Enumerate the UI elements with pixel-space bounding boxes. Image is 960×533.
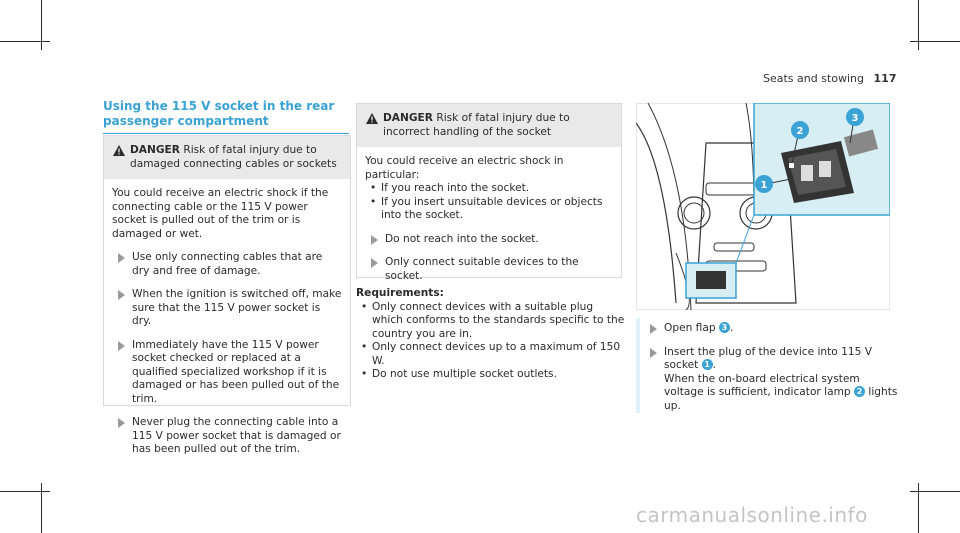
warning-icon xyxy=(366,113,378,124)
arrow-icon xyxy=(650,324,657,334)
arrow-icon xyxy=(118,253,125,263)
instruction-step xyxy=(112,288,342,329)
instruction-step xyxy=(112,339,342,407)
danger-body xyxy=(104,179,350,463)
crop-mark xyxy=(0,41,50,42)
callout-2: 2 xyxy=(796,126,804,137)
step-text: When the on-board electrical system voltage is sufficient, indicator lamp xyxy=(664,372,860,398)
instruction-step: Open flap 3 . xyxy=(644,322,898,336)
requirements xyxy=(356,287,626,382)
page-number: 117 xyxy=(873,72,897,85)
arrow-icon xyxy=(371,258,378,268)
step-text: Immediately have the 115 V power socket checked or replaced at a qualified specialized workshop if it is damaged or has been pulled out of the trim. xyxy=(132,338,340,405)
requirements-list xyxy=(356,301,626,382)
arrow-icon xyxy=(118,418,125,428)
danger-body xyxy=(357,147,621,289)
step-text: Use only connecting cables that are dry and free of damage. xyxy=(132,251,323,277)
bullet-item: • If you reach into the socket. xyxy=(365,182,613,196)
danger-description: You could receive an electric shock if the connecting cable or the 115 V power socket is pulled out of the trim or is damaged or wet. xyxy=(112,187,329,240)
bullet-item: • If you insert unsuitable devices or objects into the socket. xyxy=(365,196,613,223)
danger-header xyxy=(357,104,621,147)
callout-1: 1 xyxy=(760,180,768,191)
arrow-icon xyxy=(118,341,125,351)
danger-description: You could receive an electric shock in particular: xyxy=(365,155,564,181)
crop-mark xyxy=(0,491,50,492)
crop-mark xyxy=(910,491,960,492)
crop-mark xyxy=(910,41,960,42)
arrow-icon xyxy=(371,235,378,245)
instruction-list xyxy=(636,318,898,413)
danger-heading: Risk of fatal injury due to damaged connecting cables or sockets xyxy=(130,144,337,170)
header-section: Seats and stowing xyxy=(763,72,865,85)
arrow-icon xyxy=(650,348,657,358)
instruction-step: Insert the plug of the device into 115 V socket 1 . When the on-board electrical system voltage is sufficient, indicator lamp 2 lights up. xyxy=(644,346,898,414)
danger-label: DANGER xyxy=(383,112,433,124)
section-title: Using the 115 V socket in the rear passenger compartment xyxy=(103,99,349,134)
step-text: Insert the plug of the device into 115 V socket xyxy=(664,345,872,371)
crop-mark xyxy=(41,0,42,50)
danger-heading: Risk of fatal injury due to incorrect handling of the socket xyxy=(383,112,570,138)
requirement-item: • Only connect devices up to a maximum of 150 W. xyxy=(356,341,626,368)
requirement-item: • Only connect devices with a suitable plug which conforms to the standards specific to the country you are in. xyxy=(356,301,626,342)
danger-header xyxy=(104,136,350,179)
requirements-label: Requirements: xyxy=(356,287,444,299)
step-text: Open flap xyxy=(664,322,716,334)
danger-label: DANGER xyxy=(130,144,180,156)
instruction-step xyxy=(365,233,613,247)
step-text: Only connect suitable devices to the socket. xyxy=(385,256,579,282)
watermark: carmanualsonline.info xyxy=(636,503,868,527)
ref-badge: 2 xyxy=(854,386,865,397)
ref-badge: 3 xyxy=(719,322,730,333)
callout-3: 3 xyxy=(851,113,859,124)
socket-illustration xyxy=(636,103,890,310)
step-text: Never plug the connecting cable into a 115 V power socket that is damaged or has been pulled out of the trim. xyxy=(132,416,341,455)
page-header xyxy=(763,72,896,85)
warning-icon xyxy=(113,145,125,156)
arrow-icon xyxy=(118,290,125,300)
ref-badge: 1 xyxy=(702,359,713,370)
instruction-step xyxy=(365,256,613,283)
step-text: lights up. xyxy=(664,386,898,412)
step-text: Do not reach into the socket. xyxy=(385,232,539,245)
danger-box-2 xyxy=(356,103,622,282)
danger-bullets xyxy=(365,182,613,223)
requirement-item: • Do not use multiple socket outlets. xyxy=(356,368,626,382)
danger-box-1 xyxy=(103,135,351,455)
instruction-step xyxy=(112,416,342,457)
crop-mark xyxy=(918,0,919,50)
step-text: When the ignition is switched off, make sure that the 115 V power socket is dry. xyxy=(132,288,342,327)
instruction-step xyxy=(112,251,342,278)
